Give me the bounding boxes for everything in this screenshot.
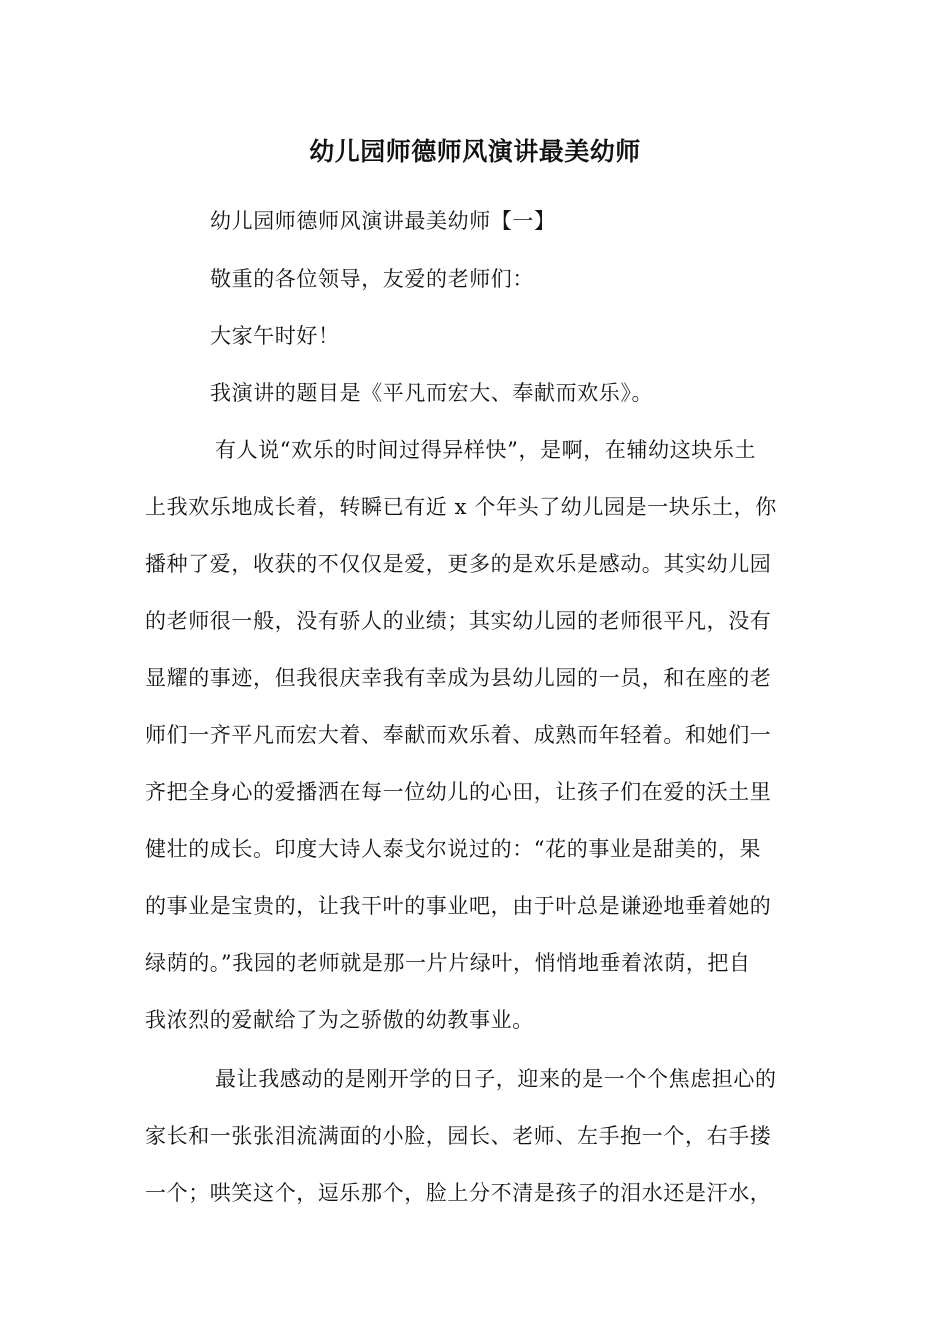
- paragraph-line: 健壮的成长。印度大诗人泰戈尔说过的：“花的事业是甜美的，果: [145, 837, 762, 861]
- paragraph-line: 最让我感动的是刚开学的日子，迎来的是一个个焦虑担心的: [215, 1067, 777, 1091]
- paragraph-line: 我浓烈的爱献给了为之骄傲的幼教事业。: [145, 1008, 534, 1032]
- paragraph-line: 上我欢乐地成长着，转瞬已有近 x 个年头了幼儿园是一块乐土，你: [145, 495, 777, 519]
- paragraph-line: 一个；哄笑这个，逗乐那个，脸上分不清是孩子的泪水还是汗水，: [145, 1181, 772, 1205]
- greeting-line: 敬重的各位领导，友爱的老师们：: [210, 267, 534, 291]
- paragraph-line: 绿荫的。”我园的老师就是那一片片绿叶，悄悄地垂着浓荫，把自: [145, 951, 751, 975]
- paragraph-line: 齐把全身心的爱播洒在每一位幼儿的心田，让孩子们在爱的沃土里: [145, 780, 772, 804]
- greeting-line: 大家午时好！: [210, 324, 340, 348]
- document-title: 幼儿园师德师风演讲最美幼师: [309, 137, 641, 166]
- paragraph-line: 的老师很一般，没有骄人的业绩；其实幼儿园的老师很平凡，没有: [145, 609, 772, 633]
- paragraph-line: 显耀的事迹，但我很庆幸我有幸成为县幼儿园的一员，和在座的老: [145, 666, 772, 690]
- speech-topic-line: 我演讲的题目是《平凡而宏大、奉献而欢乐》。: [210, 381, 654, 405]
- paragraph-line: 家长和一张张泪流满面的小脸，园长、老师、左手抱一个，右手搂: [145, 1124, 772, 1148]
- paragraph-line: 的事业是宝贵的，让我干叶的事业吧，由于叶总是谦逊地垂着她的: [145, 894, 772, 918]
- paragraph-line: 师们一齐平凡而宏大着、奉献而欢乐着、成熟而年轻着。和她们一: [145, 723, 772, 747]
- paragraph-line: 有人说“欢乐的时间过得异样快”，是啊，在辅幼这块乐土: [215, 438, 757, 462]
- paragraph-line: 播种了爱，收获的不仅仅是爱，更多的是欢乐是感动。其实幼儿园: [145, 552, 772, 576]
- section-heading: 幼儿园师德师风演讲最美幼师【一】: [210, 209, 556, 233]
